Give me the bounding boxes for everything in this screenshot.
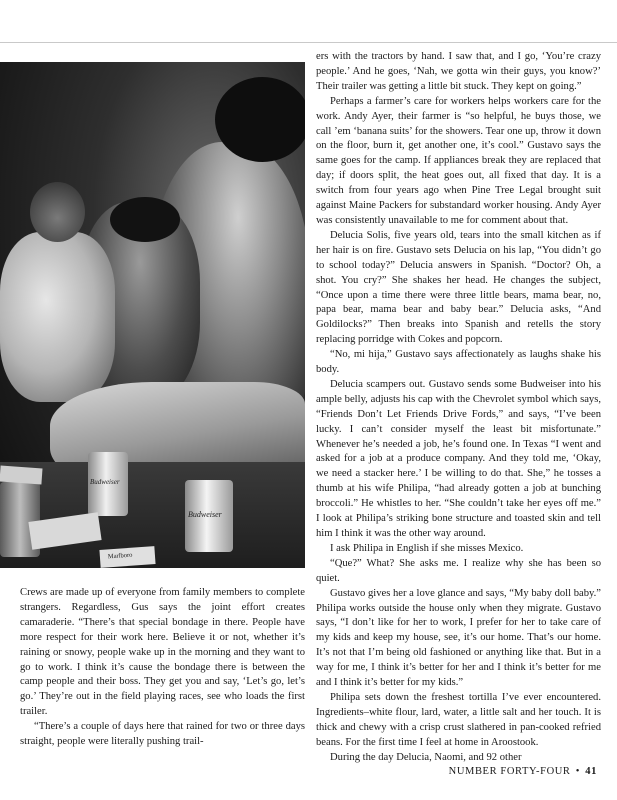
paragraph: During the day Delucia, Naomi, and 92 other bbox=[330, 751, 522, 763]
page-number: 41 bbox=[585, 766, 597, 777]
photo-cigarette-pack bbox=[99, 546, 155, 568]
paragraph: Perhaps a farmer’s care for workers helps workers care for the work. Andy Ayer, their farmer is “so helpful, he buys those, we call ’em ‘banana suits’ for the showers. Tear one up, throw it down on the floor, burn it, get another one, it’s cool.” Gustavo says the same goes for the camp. If appliances break they are replaced that day; if doors split, the heat goes out, all fixed that day. It is a switch from four years ago when Pine Tree Legal brought suit against Maine Packers for substandard worker housing. Andy Ayer was consistently unavailable to me for comment about that. bbox=[316, 95, 601, 226]
paragraph: Gustavo gives her a love glance and says, “My baby doll baby.” Philipa works outside the house only when they migrate. Gustavo says, “I don’t like for her to work, I prefer for her to take care of my kids and keep my house, see, it’s our home. That’s our home. It’s not that I’m being old fashioned or anything like that. But in a way for me, I think it’s better for her and I think it’s better for me and I think it’s better for my kids.” bbox=[316, 587, 601, 689]
photo-head-left bbox=[30, 182, 85, 242]
photo-beer-can-1 bbox=[88, 452, 128, 516]
paragraph: I ask Philipa in English if she misses Mexico. bbox=[330, 542, 524, 554]
paragraph: “No, mi hija,” Gustavo says affectionately as laughs shake his body. bbox=[316, 349, 601, 376]
right-text-column bbox=[316, 50, 601, 766]
paragraph: Crews are made up of everyone from family members to complete strangers. Regardless, Gus says the joint effort creates camaraderie. “There’s that special bondage in there. People have more respect for their work here. Believe it or not, whether it’s raining or snowy, people wake up in the morning and they want to go to work. I think it’s cause the bondage there is between the camp people and their boss. They get you and say, ‘Let’s go, let’s go.’ They’re out in the field playing races, see who loads the first trailer. bbox=[20, 587, 305, 718]
photo-card bbox=[0, 466, 43, 485]
photo-can-label-1: Budweiser bbox=[90, 478, 120, 486]
folio-bullet: • bbox=[575, 766, 581, 777]
workers-photo bbox=[0, 62, 305, 568]
photo-can-label-2: Budweiser bbox=[188, 510, 222, 519]
paragraph: ers with the tractors by hand. I saw that, and I go, ‘You’re crazy people.’ And he goes, ‘Nah, we gotta win their guys, you know?’ Their trailer was getting a little bit stuck. They kept on going.” bbox=[316, 51, 601, 92]
paragraph: Delucia Solis, five years old, tears into the small kitchen as if her hair is on fire. Gustavo sets Delucia on his lap, “You didn’t go to school today?” Delucia answers in Spanish. “Doctor? Oh, a shot. You cry?” She shakes her head. He changes the subject, “Once upon a time there were three little bears, mama bear, no, papa bear, mama bear and baby bear.” Delucia asks, “And Goldilocks?” Then breaks into Spanish and retells the story replacing porridge with Cokes and popcorn. bbox=[316, 229, 601, 346]
photo-pack-label: Marlboro bbox=[107, 551, 133, 561]
paragraph: Delucia scampers out. Gustavo sends some Budweiser into his ample belly, adjusts his cap with the Chevrolet symbol which says, “Friends Don’t Let Friends Drive Fords,” and says, “I’ve been lucky. I can’t consider myself the least bit misfortunate.” Whenever he’s needed a job, he’s found one. In Texas “I went and asked for a job at a produce company. And they told me, ‘Okay, we need a stacker here.’ I be willing to do that. She,” he tosses a thumb at his wife Philipa, “had already gotten a job at bunching broccoli.” He whistles to her. “She couldn’t take her eyes off me.” I look at Philipa’s striking bone structure and toasted skin and tell him I think it was the other way around. bbox=[316, 378, 601, 539]
left-text-column bbox=[20, 586, 305, 750]
paragraph: Philipa sets down the freshest tortilla I’ve ever encountered. Ingredients–white flour, lard, water, a little salt and her touch. It is thick and chewy with a crisp crust slathered in pan-cooked refried beans. For the first time I feel at home in Aroostook. bbox=[316, 691, 601, 748]
photo-beer-can-2 bbox=[185, 480, 233, 552]
page-folio bbox=[449, 766, 597, 777]
photo-figure-left bbox=[0, 232, 115, 402]
paragraph: “There’s a couple of days here that rained for two or three days straight, people were literally pushing trail- bbox=[20, 721, 305, 748]
folio-section: NUMBER FORTY-FOUR bbox=[448, 766, 571, 777]
top-rule bbox=[0, 42, 617, 43]
photo-hair-right bbox=[215, 77, 305, 162]
paragraph: “Que?” What? She asks me. I realize why she has been so quiet. bbox=[316, 557, 601, 584]
photo-hair-middle bbox=[110, 197, 180, 242]
